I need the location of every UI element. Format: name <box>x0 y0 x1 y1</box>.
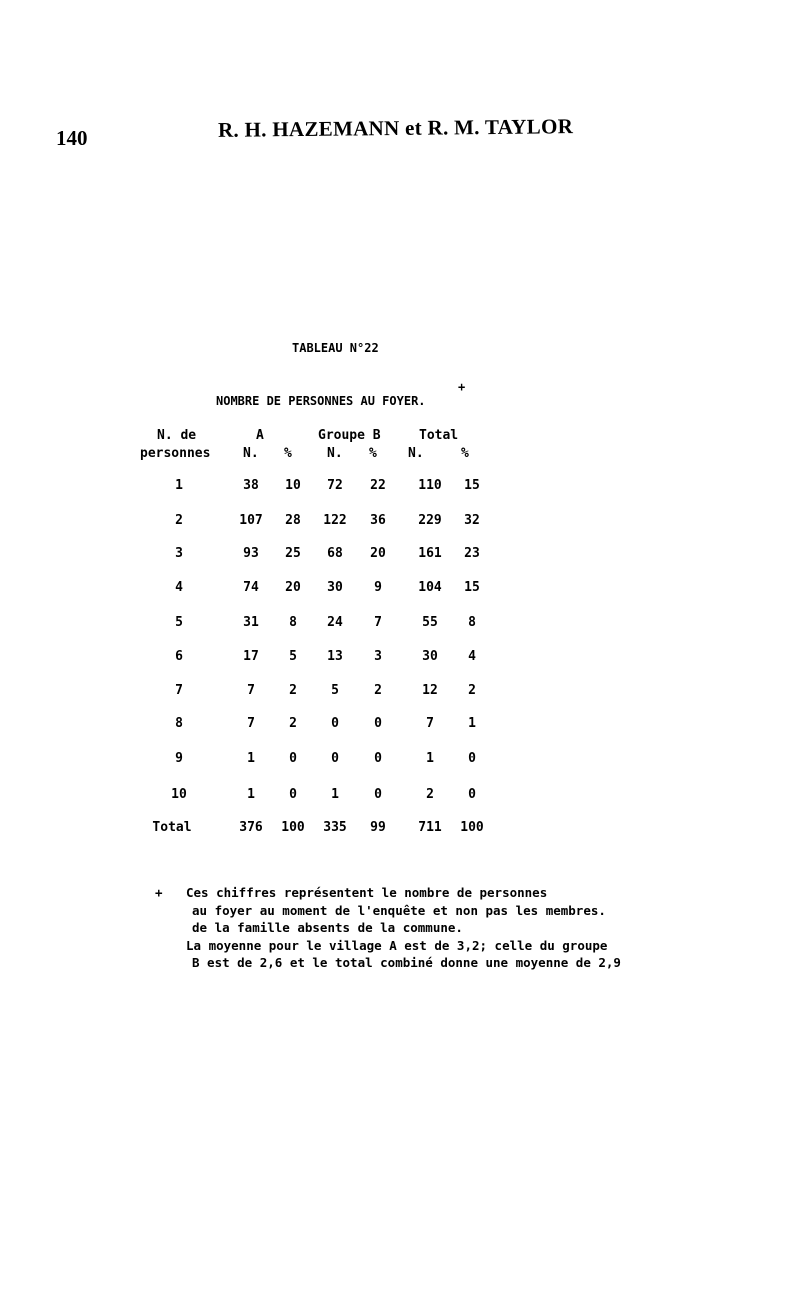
cell-total-pct: 0 <box>468 787 476 802</box>
header-group-b: Groupe B <box>318 428 381 443</box>
header-total-n: N. <box>408 446 424 461</box>
cell-total-n: 110 <box>418 478 442 493</box>
header-persons-line1: N. de <box>157 428 197 443</box>
cell-b-pct: 9 <box>374 580 382 595</box>
cell-b-pct: 7 <box>374 615 382 630</box>
cell-b-pct: 0 <box>374 716 382 731</box>
cell-b-n: 13 <box>327 649 343 664</box>
cell-a-n: 7 <box>247 716 255 731</box>
cell-persons: 8 <box>175 716 183 731</box>
page-number: 140 <box>56 126 88 150</box>
cell-total-n: 2 <box>426 787 434 802</box>
cell-b-n: 335 <box>323 820 347 835</box>
cell-total-n: 161 <box>418 546 442 561</box>
cell-b-n: 5 <box>331 683 339 698</box>
cell-b-n: 68 <box>327 546 343 561</box>
cell-a-pct: 0 <box>289 751 297 766</box>
cell-total-pct: 32 <box>464 513 480 528</box>
cell-a-n: 107 <box>239 513 263 528</box>
table-row <box>0 546 800 566</box>
table-row <box>0 615 800 635</box>
footnote <box>155 884 621 972</box>
cell-a-pct: 28 <box>285 513 301 528</box>
cell-persons: 4 <box>175 580 183 595</box>
cell-a-n: 1 <box>247 751 255 766</box>
cell-total-pct: 8 <box>468 615 476 630</box>
cell-total-n: 711 <box>418 820 442 835</box>
table-row <box>0 683 800 703</box>
cell-a-n: 38 <box>243 478 259 493</box>
cell-a-n: 31 <box>243 615 259 630</box>
cell-total-n: 55 <box>422 615 438 630</box>
cell-a-n: 93 <box>243 546 259 561</box>
header-b-n: N. <box>327 446 343 461</box>
table-row <box>0 513 800 533</box>
cell-persons: 10 <box>171 787 187 802</box>
cell-b-pct: 22 <box>370 478 386 493</box>
cell-persons: Total <box>152 820 192 835</box>
cell-b-n: 0 <box>331 751 339 766</box>
cell-b-pct: 0 <box>374 787 382 802</box>
table-row <box>0 580 800 600</box>
footnote-line: au foyer au moment de l'enquête et non pas les membres. <box>192 902 606 918</box>
cell-b-n: 1 <box>331 787 339 802</box>
cell-b-pct: 3 <box>374 649 382 664</box>
cell-total-pct: 2 <box>468 683 476 698</box>
table-row <box>0 478 800 498</box>
cell-a-n: 1 <box>247 787 255 802</box>
footnote-line: La moyenne pour le village A est de 3,2; celle du groupe <box>186 937 608 953</box>
cell-persons: 1 <box>175 478 183 493</box>
cell-a-pct: 5 <box>289 649 297 664</box>
cell-total-pct: 1 <box>468 716 476 731</box>
cell-a-pct: 100 <box>281 820 305 835</box>
cell-b-pct: 99 <box>370 820 386 835</box>
cell-b-pct: 0 <box>374 751 382 766</box>
table-row <box>0 751 800 771</box>
cell-b-n: 122 <box>323 513 347 528</box>
footnote-line: Ces chiffres représentent le nombre de personnes <box>186 885 548 900</box>
header-group-a: A <box>256 428 264 443</box>
table-footnote-mark: + <box>458 380 466 394</box>
header-a-pct: % <box>284 446 292 461</box>
cell-a-pct: 10 <box>285 478 301 493</box>
cell-b-n: 24 <box>327 615 343 630</box>
cell-a-n: 376 <box>239 820 263 835</box>
cell-a-pct: 25 <box>285 546 301 561</box>
table-row <box>0 787 800 807</box>
cell-b-n: 0 <box>331 716 339 731</box>
table-row <box>0 649 800 669</box>
cell-total-n: 104 <box>418 580 442 595</box>
cell-a-pct: 20 <box>285 580 301 595</box>
cell-b-n: 30 <box>327 580 343 595</box>
footnote-marker: + <box>155 885 163 900</box>
cell-total-pct: 0 <box>468 751 476 766</box>
cell-total-pct: 15 <box>464 478 480 493</box>
cell-total-pct: 4 <box>468 649 476 664</box>
running-head: R. H. HAZEMANN et R. M. TAYLOR <box>217 114 574 142</box>
footnote-line: B est de 2,6 et le total combiné donne une moyenne de 2,9 <box>192 955 621 970</box>
cell-a-n: 74 <box>243 580 259 595</box>
table-row <box>0 716 800 736</box>
table-subtitle: NOMBRE DE PERSONNES AU FOYER. <box>216 394 426 408</box>
cell-persons: 7 <box>175 683 183 698</box>
cell-b-pct: 36 <box>370 513 386 528</box>
cell-total-pct: 23 <box>464 546 480 561</box>
cell-persons: 2 <box>175 513 183 528</box>
cell-total-n: 30 <box>422 649 438 664</box>
header-total: Total <box>419 428 459 443</box>
header-a-n: N. <box>243 446 259 461</box>
table-title: TABLEAU N°22 <box>292 341 379 355</box>
cell-total-pct: 15 <box>464 580 480 595</box>
cell-b-pct: 20 <box>370 546 386 561</box>
header-b-pct: % <box>369 446 377 461</box>
header-persons-line2: personnes <box>140 446 211 461</box>
cell-a-pct: 2 <box>289 683 297 698</box>
cell-a-n: 7 <box>247 683 255 698</box>
cell-total-pct: 100 <box>460 820 484 835</box>
cell-total-n: 12 <box>422 683 438 698</box>
cell-persons: 5 <box>175 615 183 630</box>
cell-a-pct: 0 <box>289 787 297 802</box>
cell-b-n: 72 <box>327 478 343 493</box>
cell-persons: 6 <box>175 649 183 664</box>
table-total-row <box>0 820 800 840</box>
cell-a-pct: 8 <box>289 615 297 630</box>
footnote-line: de la famille absents de la commune. <box>192 920 463 935</box>
cell-a-n: 17 <box>243 649 259 664</box>
cell-persons: 9 <box>175 751 183 766</box>
cell-b-pct: 2 <box>374 683 382 698</box>
header-total-pct: % <box>461 446 469 461</box>
cell-total-n: 7 <box>426 716 434 731</box>
cell-total-n: 229 <box>418 513 442 528</box>
cell-persons: 3 <box>175 546 183 561</box>
cell-total-n: 1 <box>426 751 434 766</box>
cell-a-pct: 2 <box>289 716 297 731</box>
